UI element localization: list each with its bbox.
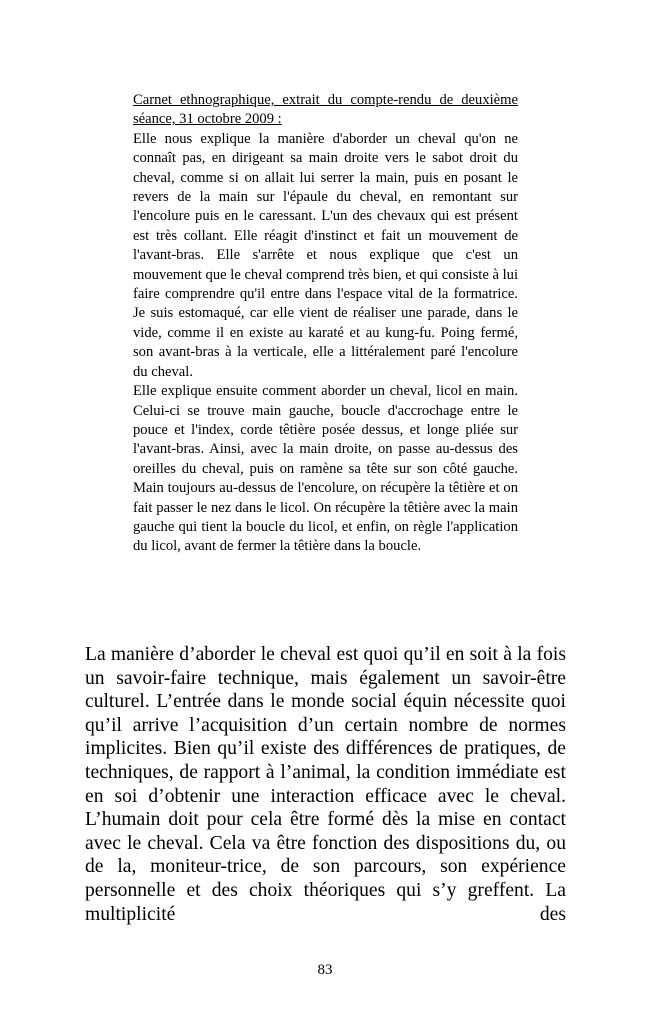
body-paragraph: La manière d’aborder le cheval est quoi qu’il en soit à la fois un savoir-faire technique, mais également un savoir-être culturel. L’entrée dans le monde social équin nécessite quoi qu’il arrive l’acquisition d’un certain nombre de normes implicites. Bien qu’il existe des différences de pratiques, de techniques, de rapport à l’animal, la condition immédiate est en soi d’obtenir une interaction efficace avec le cheval. L’humain doit pour cela être formé dès la mise en contact avec le cheval. Cela va être fonction des dispositions du, ou de la, moniteur-trice, de son parcours, son expérience personnelle et des choix théoriques qui s’y greffent. La multiplicité des bbox=[85, 644, 566, 925]
field-notes-quote bbox=[133, 91, 518, 557]
quote-paragraph-2: Elle explique ensuite comment aborder un cheval, licol en main. Celui-ci se trouve main gauche, boucle d'accrochage entre le pouce et l'index, corde têtière posée dessus, et longe pliée sur l'avant-bras. Ainsi, avec la main droite, on passe au-dessus des oreilles du cheval, puis on ramène sa tête sur son côté gauche. Main toujours au-dessus de l'encolure, on récupère la têtière et on fait passer le nez dans le licol. On récupère la têtière avec la main gauche qui tient la boucle du licol, et enfin, on règle l'application du licol, avant de fermer la têtière dans la boucle. bbox=[133, 383, 518, 555]
quote-heading: Carnet ethnographique, extrait du compte-rendu de deuxième séance, 31 octobre 2009 : bbox=[133, 92, 518, 128]
page-number: 83 bbox=[317, 962, 333, 978]
quote-paragraph-1: Elle nous explique la manière d'aborder un cheval qu'on ne connaît pas, en dirigeant sa main droite vers le sabot droit du cheval, comme si on allait lui serrer la main, puis en posant le revers de la main sur l'épaule du cheval, en remontant sur l'encolure puis en le caressant. L'un des chevaux qui est présent est très collant. Elle réagit d'instinct et fait un mouvement de l'avant-bras. Elle s'arrête et nous explique que c'est un mouvement que le cheval comprend très bien, et qui consiste à lui faire comprendre qu'il entre dans l'espace vital de la formatrice. Je suis estomaqué, car elle vient de réaliser une parade, dans le vide, comme il en existe au karaté et au kung-fu. Poing fermé, son avant-bras à la verticale, elle a littéralement paré l'encolure du cheval. bbox=[133, 130, 518, 380]
